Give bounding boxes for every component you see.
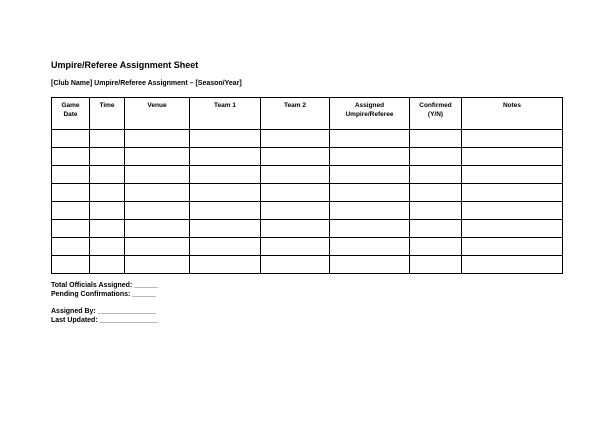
table-cell[interactable]	[410, 256, 462, 274]
table-cell[interactable]	[190, 130, 261, 148]
table-cell[interactable]	[90, 148, 125, 166]
assignment-table	[51, 97, 563, 274]
table-cell[interactable]	[52, 220, 90, 238]
table-cell[interactable]	[330, 256, 410, 274]
table-cell[interactable]	[190, 166, 261, 184]
table-cell[interactable]	[190, 184, 261, 202]
table-cell[interactable]	[330, 130, 410, 148]
table-row	[52, 220, 563, 238]
table-cell[interactable]	[261, 148, 330, 166]
table-cell[interactable]	[261, 256, 330, 274]
table-cell[interactable]	[190, 220, 261, 238]
table-cell[interactable]	[462, 166, 563, 184]
table-cell[interactable]	[410, 166, 462, 184]
table-cell[interactable]	[330, 148, 410, 166]
total-officials-field: Total Officials Assigned: ______	[51, 282, 158, 289]
table-row	[52, 184, 563, 202]
table-cell[interactable]	[125, 148, 190, 166]
column-header-time: Time	[90, 98, 125, 130]
table-cell[interactable]	[90, 220, 125, 238]
table-cell[interactable]	[90, 202, 125, 220]
table-cell[interactable]	[410, 184, 462, 202]
table-cell[interactable]	[261, 184, 330, 202]
table-row	[52, 202, 563, 220]
table-row	[52, 130, 563, 148]
table-cell[interactable]	[90, 184, 125, 202]
table-cell[interactable]	[410, 220, 462, 238]
column-header-confirmed: Confirmed (Y/N)	[410, 98, 462, 130]
table-row	[52, 148, 563, 166]
table-cell[interactable]	[52, 184, 90, 202]
table-cell[interactable]	[462, 130, 563, 148]
table-cell[interactable]	[190, 256, 261, 274]
table-cell[interactable]	[90, 256, 125, 274]
table-cell[interactable]	[261, 238, 330, 256]
table-cell[interactable]	[462, 202, 563, 220]
table-cell[interactable]	[125, 166, 190, 184]
table-cell[interactable]	[330, 166, 410, 184]
table-cell[interactable]	[125, 184, 190, 202]
table-cell[interactable]	[125, 238, 190, 256]
table-cell[interactable]	[462, 238, 563, 256]
table-cell[interactable]	[52, 238, 90, 256]
table-row	[52, 166, 563, 184]
page-title: Umpire/Referee Assignment Sheet	[51, 60, 199, 70]
table-cell[interactable]	[190, 238, 261, 256]
table-cell[interactable]	[52, 256, 90, 274]
table-cell[interactable]	[52, 202, 90, 220]
table-cell[interactable]	[330, 220, 410, 238]
table-cell[interactable]	[52, 166, 90, 184]
summary-signoff	[51, 308, 158, 325]
table-cell[interactable]	[125, 130, 190, 148]
table-cell[interactable]	[261, 220, 330, 238]
summary-counts	[51, 282, 158, 299]
table-cell[interactable]	[330, 184, 410, 202]
table-cell[interactable]	[330, 238, 410, 256]
table-cell[interactable]	[261, 202, 330, 220]
table-cell[interactable]	[125, 256, 190, 274]
column-header-game-date: Game Date	[52, 98, 90, 130]
table-row	[52, 256, 563, 274]
assigned-by-field: Assigned By: _______________	[51, 308, 157, 315]
table-cell[interactable]	[90, 130, 125, 148]
table-cell[interactable]	[462, 220, 563, 238]
table-header-row	[52, 98, 563, 130]
table-row	[52, 238, 563, 256]
table-cell[interactable]	[410, 148, 462, 166]
table-cell[interactable]	[190, 148, 261, 166]
page-subtitle: [Club Name] Umpire/Referee Assignment – [Season/Year]	[51, 80, 242, 87]
table-cell[interactable]	[462, 148, 563, 166]
table-cell[interactable]	[90, 238, 125, 256]
table-cell[interactable]	[125, 202, 190, 220]
table-cell[interactable]	[52, 130, 90, 148]
column-header-venue: Venue	[125, 98, 190, 130]
table-cell[interactable]	[410, 238, 462, 256]
table-cell[interactable]	[462, 184, 563, 202]
table-cell[interactable]	[330, 202, 410, 220]
table-cell[interactable]	[410, 202, 462, 220]
table-cell[interactable]	[410, 130, 462, 148]
table-cell[interactable]	[462, 256, 563, 274]
table-cell[interactable]	[90, 166, 125, 184]
table-cell[interactable]	[261, 130, 330, 148]
table-body	[52, 130, 563, 274]
table-cell[interactable]	[52, 148, 90, 166]
column-header-assigned-official: Assigned Umpire/Referee	[330, 98, 410, 130]
table-cell[interactable]	[125, 220, 190, 238]
last-updated-field: Last Updated: _______________	[51, 316, 159, 324]
column-header-team-1: Team 1	[190, 98, 261, 130]
column-header-notes: Notes	[462, 98, 563, 130]
column-header-team-2: Team 2	[261, 98, 330, 130]
table-cell[interactable]	[261, 166, 330, 184]
table-cell[interactable]	[190, 202, 261, 220]
pending-confirmations-field: Pending Confirmations: ______	[51, 290, 156, 298]
